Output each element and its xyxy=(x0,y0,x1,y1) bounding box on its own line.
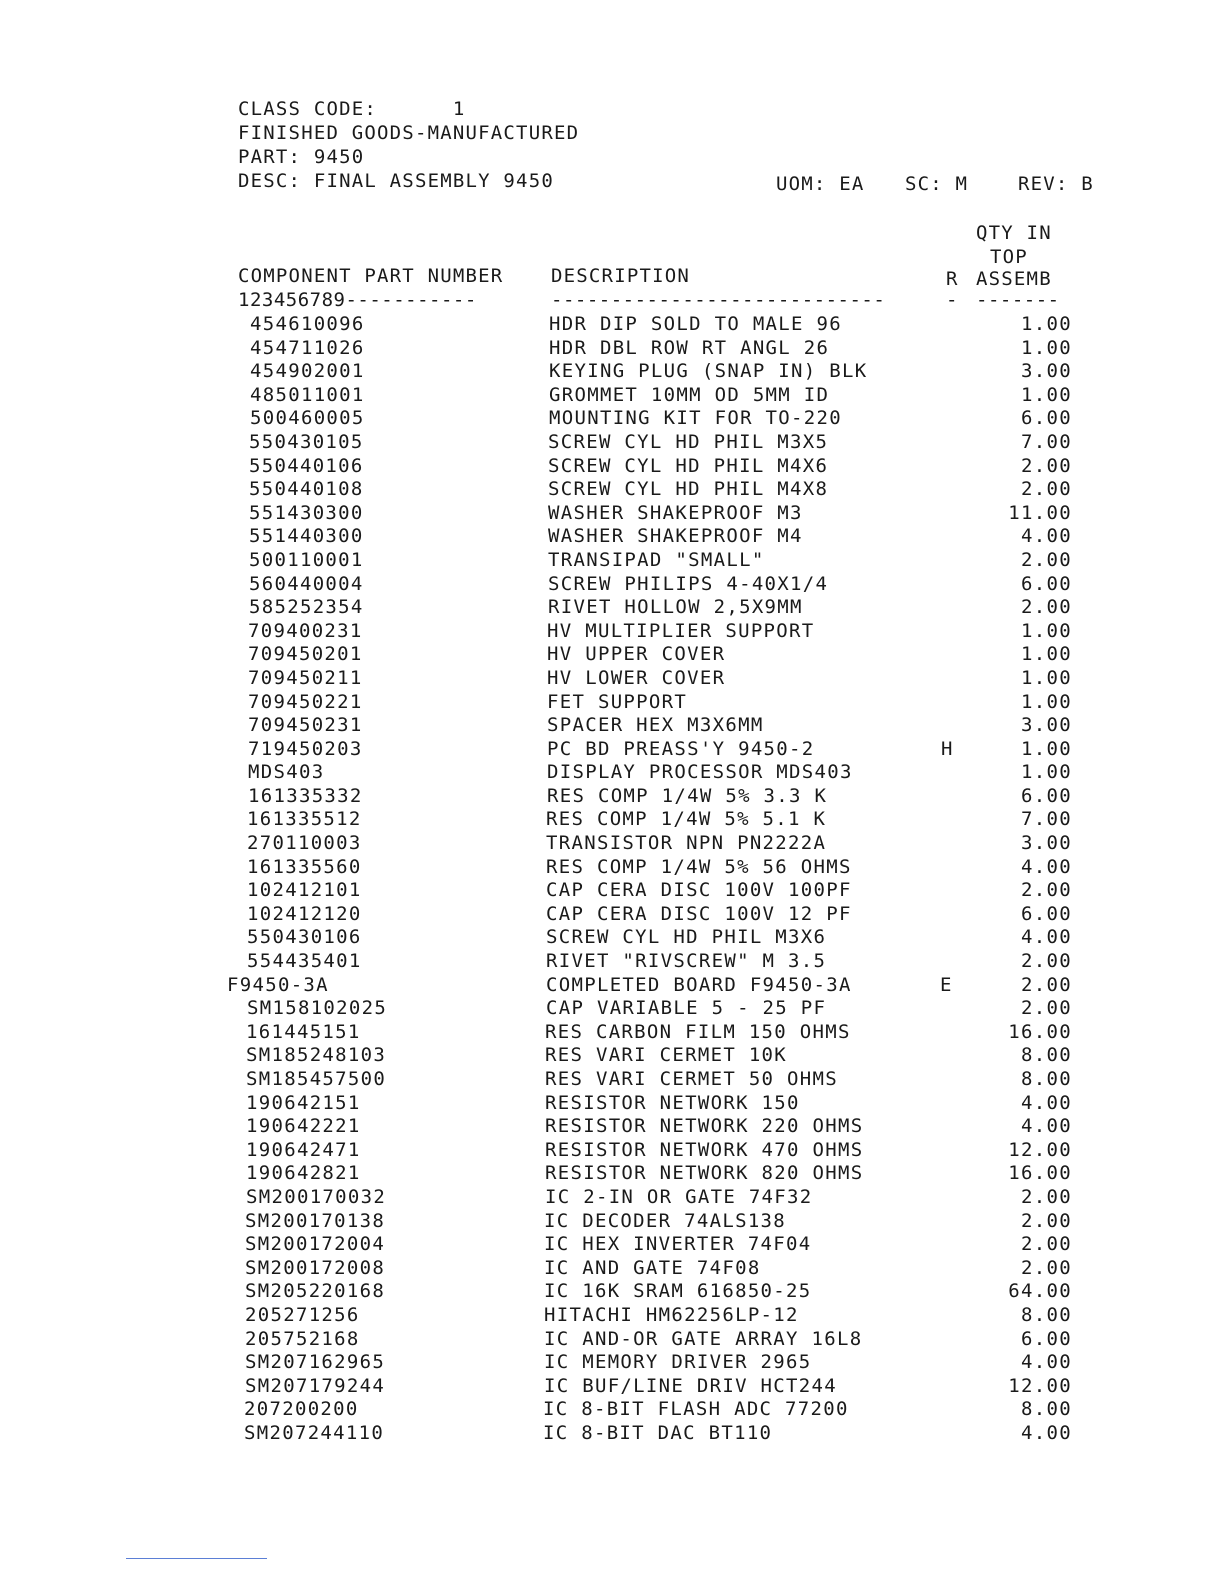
component-qty: 64.00 xyxy=(1008,1280,1072,1303)
component-part-number: 550430105 xyxy=(249,430,364,453)
component-part-number: 102412101 xyxy=(247,879,362,902)
component-description: RESISTOR NETWORK 820 OHMS xyxy=(545,1162,864,1185)
component-qty: 2.00 xyxy=(1021,879,1072,902)
component-qty: 2.00 xyxy=(1021,950,1072,973)
component-qty: 1.00 xyxy=(1021,313,1072,335)
table-row xyxy=(0,642,1224,666)
component-part-number: 207200200 xyxy=(244,1398,359,1421)
component-qty: 1.00 xyxy=(1021,336,1072,359)
component-description: RES VARI CERMET 10K xyxy=(545,1044,788,1067)
table-row xyxy=(0,1279,1224,1303)
component-description: MOUNTING KIT FOR TO-220 xyxy=(549,407,842,430)
component-description: SCREW CYL HD PHIL M4X6 xyxy=(548,454,829,477)
component-qty: 3.00 xyxy=(1021,832,1072,855)
r-header: R xyxy=(946,268,959,290)
component-part-number: 190642821 xyxy=(246,1162,361,1185)
table-row xyxy=(0,595,1224,619)
class-code: CLASS CODE: 1 xyxy=(238,98,466,120)
table-row xyxy=(0,501,1224,525)
component-qty: 2.00 xyxy=(1021,548,1072,571)
component-qty: 12.00 xyxy=(1008,1138,1072,1161)
component-qty: 12.00 xyxy=(1008,1374,1072,1397)
table-row xyxy=(0,1256,1224,1280)
qty-header-line2: TOP xyxy=(990,246,1028,268)
component-qty: 4.00 xyxy=(1021,525,1072,548)
component-description: HV LOWER COVER xyxy=(547,666,726,689)
component-part-number: 560440004 xyxy=(249,572,364,595)
rule-qty: ------- xyxy=(976,289,1060,311)
component-part-number: 709400231 xyxy=(248,619,363,642)
component-qty: 6.00 xyxy=(1021,784,1072,807)
table-row xyxy=(0,807,1224,831)
qty-header-line3: ASSEMB xyxy=(976,268,1052,290)
component-qty: 6.00 xyxy=(1021,1327,1072,1350)
revision: REV: B xyxy=(1018,173,1094,195)
component-description: IC 8-BIT DAC BT110 xyxy=(543,1421,773,1444)
component-part-number: SM207179244 xyxy=(245,1374,386,1397)
component-qty: 6.00 xyxy=(1021,902,1072,925)
table-row xyxy=(0,477,1224,501)
component-qty: 1.00 xyxy=(1021,643,1072,666)
component-description: RES CARBON FILM 150 OHMS xyxy=(545,1020,851,1043)
component-description: IC 8-BIT FLASH ADC 77200 xyxy=(543,1398,849,1421)
component-qty: 3.00 xyxy=(1021,360,1072,383)
component-qty: 6.00 xyxy=(1021,572,1072,595)
component-part-number: SM200170032 xyxy=(246,1185,387,1208)
component-description: FET SUPPORT xyxy=(547,690,688,713)
component-qty: 2.00 xyxy=(1021,1233,1072,1256)
component-qty: 7.00 xyxy=(1021,808,1072,831)
table-row xyxy=(0,1374,1224,1398)
description-header: DESCRIPTION xyxy=(551,265,691,287)
component-part-number: 719450203 xyxy=(248,737,363,760)
component-qty: 16.00 xyxy=(1008,1162,1072,1185)
table-row xyxy=(0,996,1224,1020)
component-part-number: 550440108 xyxy=(249,478,364,501)
component-description: RIVET "RIVSCREW" M 3.5 xyxy=(546,950,827,973)
component-part-number: 190642221 xyxy=(246,1115,361,1138)
component-part-number: 270110003 xyxy=(247,832,362,855)
component-qty: 7.00 xyxy=(1021,430,1072,453)
component-part-number: 161445151 xyxy=(246,1020,361,1043)
table-row xyxy=(0,1185,1224,1209)
part-number: PART: 9450 xyxy=(238,146,365,168)
component-description: HITACHI HM62256LP-12 xyxy=(544,1303,799,1326)
component-part-number: SM158102025 xyxy=(247,997,388,1020)
table-row xyxy=(0,855,1224,879)
component-description: SCREW CYL HD PHIL M3X6 xyxy=(546,926,827,949)
component-part-number: 454610096 xyxy=(250,313,365,335)
table-row xyxy=(0,949,1224,973)
table-row xyxy=(0,737,1224,761)
component-qty: 4.00 xyxy=(1021,1351,1072,1374)
component-description: KEYING PLUG (SNAP IN) BLK xyxy=(549,360,868,383)
table-row xyxy=(0,878,1224,902)
component-part-number: 551430300 xyxy=(249,501,364,524)
rule-desc: ---------------------------- xyxy=(551,289,886,311)
component-part-number: SM200172004 xyxy=(245,1233,386,1256)
component-part-number: 709450221 xyxy=(248,690,363,713)
component-qty: 1.00 xyxy=(1021,761,1072,784)
component-description: SCREW CYL HD PHIL M3X5 xyxy=(548,430,829,453)
component-qty: 4.00 xyxy=(1021,926,1072,949)
part-description: DESC: FINAL ASSEMBLY 9450 xyxy=(238,170,554,192)
table-row xyxy=(0,406,1224,430)
table-row xyxy=(0,784,1224,808)
table-row xyxy=(0,1067,1224,1091)
table-row xyxy=(0,1114,1224,1138)
component-description: RIVET HOLLOW 2,5X9MM xyxy=(548,596,803,619)
component-qty: 1.00 xyxy=(1021,666,1072,689)
component-description: RESISTOR NETWORK 220 OHMS xyxy=(545,1115,864,1138)
table-row xyxy=(0,548,1224,572)
category: FINISHED GOODS-MANUFACTURED xyxy=(238,122,580,144)
component-part-number: 550440106 xyxy=(249,454,364,477)
component-description: RESISTOR NETWORK 470 OHMS xyxy=(545,1138,864,1161)
component-part-number: 709450201 xyxy=(248,643,363,666)
component-description: IC HEX INVERTER 74F04 xyxy=(544,1233,812,1256)
component-description: HDR DIP SOLD TO MALE 96 xyxy=(549,313,842,335)
component-description: CAP VARIABLE 5 - 25 PF xyxy=(546,997,827,1020)
table-row xyxy=(0,973,1224,997)
component-part-number: SM207162965 xyxy=(245,1351,386,1374)
component-description: CAP CERA DISC 100V 12 PF xyxy=(546,902,852,925)
table-row xyxy=(0,925,1224,949)
table-row xyxy=(0,666,1224,690)
component-description: SCREW PHILIPS 4-40X1/4 xyxy=(548,572,829,595)
component-description: IC 2-IN OR GATE 74F32 xyxy=(545,1185,813,1208)
uom: UOM: EA xyxy=(776,173,865,195)
component-description: IC 16K SRAM 616850-25 xyxy=(544,1280,812,1303)
component-description: WASHER SHAKEPROOF M3 xyxy=(548,501,803,524)
component-qty: 8.00 xyxy=(1021,1044,1072,1067)
component-description: IC BUF/LINE DRIV HCT244 xyxy=(544,1374,837,1397)
component-part-number: F9450-3A xyxy=(227,973,329,996)
component-description: TRANSISTOR NPN PN2222A xyxy=(546,832,827,855)
component-description: DISPLAY PROCESSOR MDS403 xyxy=(547,761,853,784)
component-r-flag: H xyxy=(941,737,954,760)
component-qty: 1.00 xyxy=(1021,690,1072,713)
component-qty: 2.00 xyxy=(1021,478,1072,501)
component-part-number: 190642471 xyxy=(246,1138,361,1161)
component-qty: 2.00 xyxy=(1021,596,1072,619)
component-description: HV UPPER COVER xyxy=(547,643,726,666)
component-description: SCREW CYL HD PHIL M4X8 xyxy=(548,478,829,501)
table-row xyxy=(0,1091,1224,1115)
component-qty: 2.00 xyxy=(1021,1209,1072,1232)
table-row xyxy=(0,1327,1224,1351)
component-part-number: SM205220168 xyxy=(245,1280,386,1303)
component-part-number: 454711026 xyxy=(250,336,365,359)
component-list xyxy=(0,312,1224,1445)
rule-r: - xyxy=(946,289,958,311)
table-row xyxy=(0,902,1224,926)
component-qty: 6.00 xyxy=(1021,407,1072,430)
component-description: RES COMP 1/4W 5% 5.1 K xyxy=(546,808,827,831)
component-part-number: 161335332 xyxy=(248,784,363,807)
component-part-number: SM200170138 xyxy=(245,1209,386,1232)
component-qty: 4.00 xyxy=(1021,855,1072,878)
table-row xyxy=(0,713,1224,737)
table-row xyxy=(0,1209,1224,1233)
table-row xyxy=(0,1303,1224,1327)
component-qty: 1.00 xyxy=(1021,737,1072,760)
table-row xyxy=(0,1138,1224,1162)
table-row xyxy=(0,619,1224,643)
table-row xyxy=(0,831,1224,855)
component-qty: 16.00 xyxy=(1008,1020,1072,1043)
component-part-number: 485011001 xyxy=(250,383,365,406)
component-qty: 2.00 xyxy=(1021,1185,1072,1208)
component-qty: 1.00 xyxy=(1021,619,1072,642)
table-row xyxy=(0,690,1224,714)
component-description: COMPLETED BOARD F9450-3A xyxy=(546,973,852,996)
component-qty: 4.00 xyxy=(1021,1421,1072,1444)
component-description: RESISTOR NETWORK 150 xyxy=(545,1091,800,1114)
component-description: RES VARI CERMET 50 OHMS xyxy=(545,1068,838,1090)
component-description: IC DECODER 74ALS138 xyxy=(544,1209,787,1232)
table-row xyxy=(0,1043,1224,1067)
component-description: RES COMP 1/4W 5% 3.3 K xyxy=(547,784,828,807)
component-description: HV MULTIPLIER SUPPORT xyxy=(547,619,815,642)
component-part-number: SM185457500 xyxy=(246,1068,387,1090)
component-qty: 8.00 xyxy=(1021,1303,1072,1326)
table-row xyxy=(0,454,1224,478)
component-description: WASHER SHAKEPROOF M4 xyxy=(548,525,803,548)
component-part-number: 500110001 xyxy=(249,548,364,571)
component-part-number: 161335560 xyxy=(247,855,362,878)
table-row xyxy=(0,1020,1224,1044)
table-row xyxy=(0,1232,1224,1256)
table-row xyxy=(0,760,1224,784)
component-description: GROMMET 10MM OD 5MM ID xyxy=(549,383,830,406)
table-row xyxy=(0,312,1224,336)
component-qty: 11.00 xyxy=(1008,501,1072,524)
qty-header-line1: QTY IN xyxy=(976,222,1052,244)
table-row xyxy=(0,359,1224,383)
component-qty: 4.00 xyxy=(1021,1091,1072,1114)
component-part-number: 551440300 xyxy=(249,525,364,548)
component-qty: 8.00 xyxy=(1021,1398,1072,1421)
component-part-number: 550430106 xyxy=(247,926,362,949)
component-part-number: 102412120 xyxy=(247,902,362,925)
component-part-number: 205271256 xyxy=(245,1303,360,1326)
component-qty: 2.00 xyxy=(1021,973,1072,996)
component-part-number: SM185248103 xyxy=(246,1044,387,1067)
component-r-flag: E xyxy=(940,973,953,996)
component-part-number: 161335512 xyxy=(247,808,362,831)
component-qty: 2.00 xyxy=(1021,454,1072,477)
component-qty: 4.00 xyxy=(1021,1115,1072,1138)
component-description: HDR DBL ROW RT ANGL 26 xyxy=(549,336,830,359)
stock-class: SC: M xyxy=(905,173,969,195)
component-description: IC AND GATE 74F08 xyxy=(544,1256,761,1279)
component-description: IC AND-OR GATE ARRAY 16L8 xyxy=(544,1327,863,1350)
table-row xyxy=(0,336,1224,360)
component-part-number: 190642151 xyxy=(246,1091,361,1114)
component-qty: 8.00 xyxy=(1021,1068,1072,1090)
footer-rule xyxy=(126,1558,267,1559)
component-qty: 2.00 xyxy=(1021,1256,1072,1279)
table-row xyxy=(0,1350,1224,1374)
component-part-number: SM200172008 xyxy=(245,1256,386,1279)
component-part-number: 500460005 xyxy=(250,407,365,430)
table-row xyxy=(0,524,1224,548)
component-part-number: MDS403 xyxy=(248,761,325,784)
component-description: PC BD PREASS'Y 9450-2 xyxy=(547,737,815,760)
table-row xyxy=(0,383,1224,407)
table-row xyxy=(0,1397,1224,1421)
component-header: COMPONENT PART NUMBER xyxy=(238,265,504,287)
table-row xyxy=(0,1161,1224,1185)
component-description: TRANSIPAD "SMALL" xyxy=(548,548,765,571)
component-description: RES COMP 1/4W 5% 56 OHMS xyxy=(546,855,852,878)
component-part-number: 205752168 xyxy=(245,1327,360,1350)
component-part-number: 454902001 xyxy=(250,360,365,383)
table-row xyxy=(0,1421,1224,1445)
table-row xyxy=(0,572,1224,596)
component-qty: 2.00 xyxy=(1021,997,1072,1020)
component-part-number: 554435401 xyxy=(247,950,362,973)
table-row xyxy=(0,430,1224,454)
component-description: CAP CERA DISC 100V 100PF xyxy=(546,879,852,902)
component-part-number: SM207244110 xyxy=(244,1421,385,1444)
component-description: SPACER HEX M3X6MM xyxy=(547,714,764,737)
rule-part: 123456789----------- xyxy=(238,289,477,311)
component-qty: 1.00 xyxy=(1021,383,1072,406)
component-part-number: 709450231 xyxy=(248,714,363,737)
component-description: IC MEMORY DRIVER 2965 xyxy=(544,1351,812,1374)
component-part-number: 709450211 xyxy=(248,666,363,689)
component-part-number: 585252354 xyxy=(249,596,364,619)
component-qty: 3.00 xyxy=(1021,714,1072,737)
